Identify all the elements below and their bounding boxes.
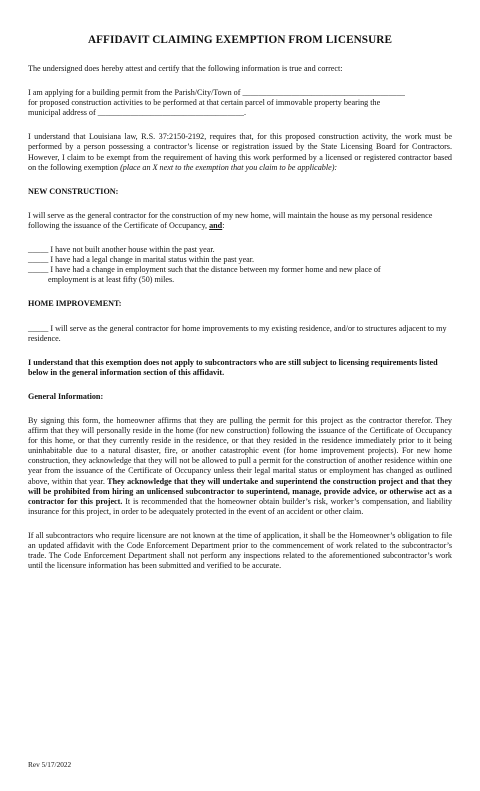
general-p1-c: It is recommended that the homeowner obtain builder’s risk, worker’s compensation, and liability insurance for this project, in order to be adequately protected in the event of an accident or other claim. — [28, 496, 452, 516]
subcontractor-notice: I understand that this exemption does not apply to subcontractors who are still subject to licensing requirements listed below in the general information section of this affidavit. — [28, 357, 438, 377]
new-construction-options — [28, 245, 452, 285]
new-construction-body: I will serve as the general contractor for the construction of my new home, will maintain the house as my personal residence following the issuance of the Certificate of Occupancy, — [28, 210, 433, 230]
general-info-paragraph-1 — [28, 416, 452, 517]
applying-line-2: for proposed construction activities to be performed at that certain parcel of immovable property bearing the — [28, 98, 381, 108]
option-marital-change: _____ I have had a legal change in marital status within the past year. — [28, 255, 255, 265]
applying-line-3: municipal address of ____________________________________. — [28, 108, 247, 118]
document-title: AFFIDAVIT CLAIMING EXEMPTION FROM LICENSURE — [87, 34, 393, 46]
option-employment-change: _____ I have had a change in employment such that the distance between my former home and new place of — [28, 265, 381, 275]
and-colon: : — [222, 220, 225, 230]
new-construction-heading: NEW CONSTRUCTION: — [28, 186, 119, 196]
applying-line-1: I am applying for a building permit from the Parish/City/Town of ________________________________________ — [28, 88, 405, 98]
option-not-built: _____ I have not built another house within the past year. — [28, 245, 215, 255]
understand-italic: (place an X next to the exemption that you claim to be applicable): — [120, 162, 338, 172]
understand-text: I understand that Louisiana law, R.S. 37:2150-2192, requires that, for this proposed construction activity, the work must be performed by a person possessing a contractor’s license or registration issued by the State Licensing Board for Contractors. However, I claim to be exempt from the requirement of having this work performed by a licensed or registered contractor based on the following exemption — [28, 132, 452, 172]
home-improvement-heading: HOME IMPROVEMENT: — [28, 299, 122, 309]
new-construction-text — [28, 211, 452, 231]
intro-text: The undersigned does hereby attest and certify that the following information is true and correct: — [28, 64, 343, 73]
general-info-paragraph-2: If all subcontractors who require licensure are not known at the time of application, it shall be the Homeowner’s obligation to file an updated affidavit with the Code Enforcement Department prior to the commencement of work related to the subcontractor’s trade. The Code Enforcement Department shall not perform any inspections related to the aforementioned subcontractor’s work until the licensure information has been submitted and verified to be accurate. — [28, 530, 452, 571]
general-p1-bold: They acknowledge that they will undertake and superintend the construction project and that they will be prohibited from hiring an unlicensed subcontractor to superintend, manage, provide advice, or otherwise act as a contractor for this project. — [28, 476, 452, 506]
general-p1-a: By signing this form, the homeowner affirms that they are pulling the permit for this project as the contractor therefor. They affirm that they will personally reside in the home (for new construction) following the issuance of the Certificate of Occupancy for this home, or that they currently reside in the residence, or that they resided in the residence immediately prior to it being uninhabitable due to a natural disaster, fire, or another catastrophic event (for home improvement projects). For new home construction, they acknowledge that they will not be allowed to pull a permit for the construction of another residence within one year from the issuance of the Certificate of Occupancy unless their legal marital status or employment has changed as outlined above, within that year. — [28, 415, 452, 486]
option-employment-change-cont: employment is at least fifty (50) miles. — [48, 275, 175, 285]
applying-section — [28, 88, 452, 118]
and-word: and — [209, 220, 223, 230]
revision-date: Rev 5/17/2022 — [28, 760, 72, 769]
general-info-heading: General Information: — [28, 391, 104, 401]
understand-paragraph — [28, 132, 452, 172]
home-improvement-option: _____ I will serve as the general contractor for home improvements to my existing residence, and/or to structures adjacent to my residence. — [28, 323, 447, 343]
